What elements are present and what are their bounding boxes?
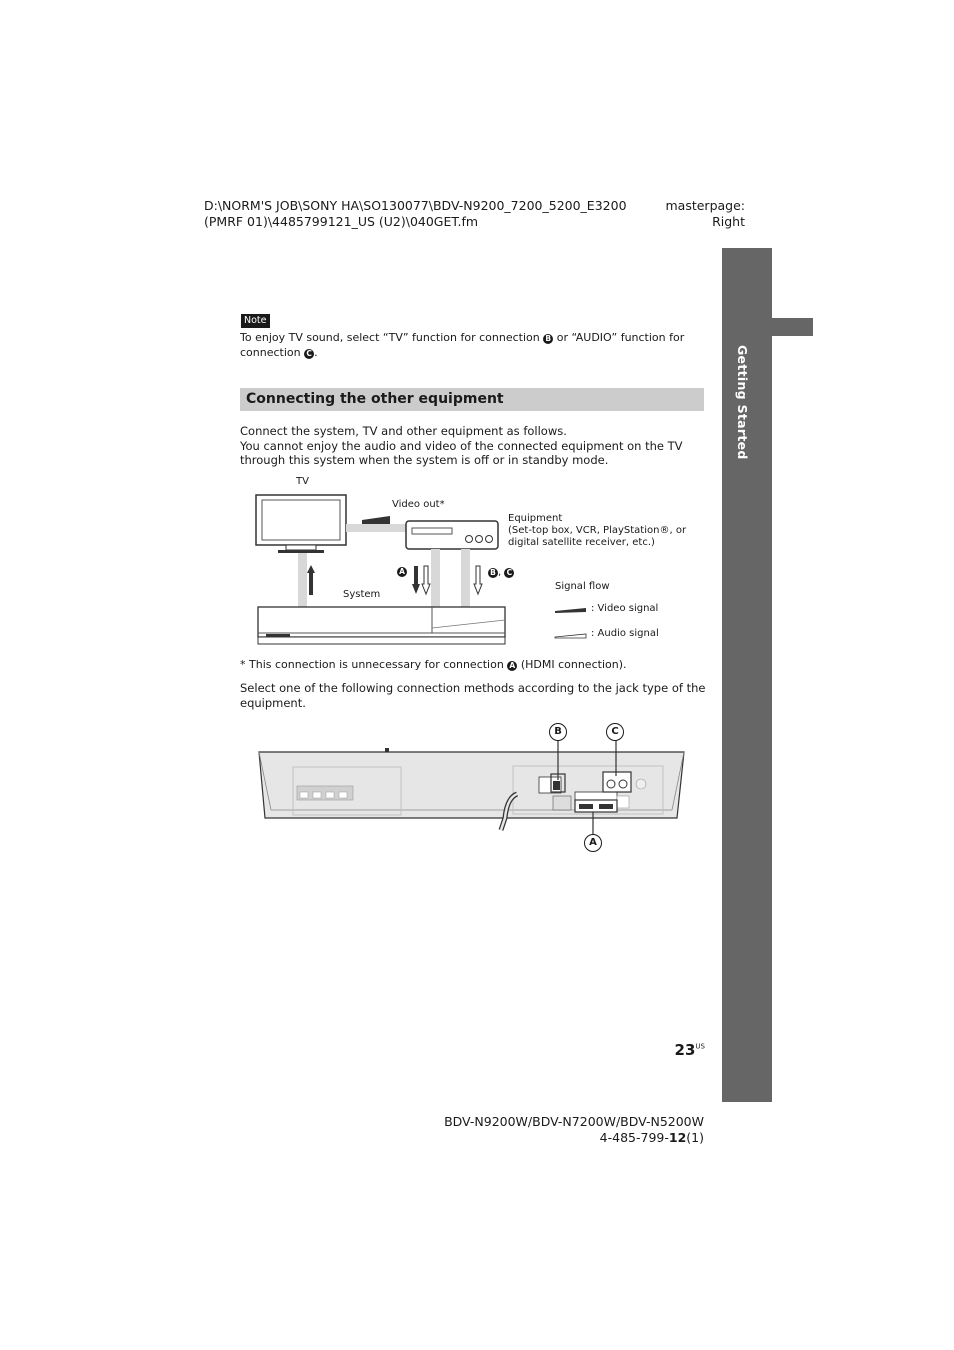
rear-panel-icon [259, 748, 684, 818]
system-unit-icon [258, 607, 505, 644]
footer [380, 1114, 704, 1146]
file-path-line2: (PMRF 01)\4485799121_US (U2)\040GET.fm [204, 214, 479, 229]
footer-code-prefix: 4-485-799- [599, 1130, 669, 1145]
audio-signal-label: : Audio signal [591, 628, 659, 639]
footer-models: BDV-N9200W/BDV-N7200W/BDV-N5200W [444, 1114, 704, 1129]
tv-icon [256, 495, 346, 553]
equipment-detail1: (Set-top box, VCR, PlayStation®, or [508, 525, 687, 536]
equipment-detail2: digital satellite receiver, etc.) [508, 537, 655, 548]
equipment-icon [406, 521, 498, 549]
marker-a-icon: A [584, 834, 602, 852]
note-text-part4: . [314, 345, 318, 359]
marker-b-icon: B [543, 334, 553, 344]
masterpage-line2: Right [712, 214, 745, 229]
tv-label: TV [296, 476, 309, 487]
side-tab-marker [772, 318, 813, 336]
marker-a-icon: A [397, 567, 407, 577]
footnote-part1: * This connection is unnecessary for connection [240, 658, 508, 671]
marker-c-icon: C [606, 723, 624, 741]
marker-bc-group [488, 567, 514, 579]
page-number-suffix: US [695, 1042, 705, 1051]
footer-code-suffix: (1) [686, 1130, 704, 1145]
note-text-part2: or “AUDIO” function for [553, 331, 685, 344]
marker-a-icon: A [507, 661, 517, 671]
footnote [240, 658, 627, 673]
equipment-title: Equipment [508, 513, 563, 524]
side-tab-label: Getting Started [735, 345, 750, 460]
arrow-down-solid-icon [412, 566, 420, 594]
instruction-line2: equipment. [240, 695, 306, 710]
file-path [204, 198, 627, 230]
note-text-part1: To enjoy TV sound, select “TV” function for connection [240, 331, 544, 344]
video-out-arrow [362, 516, 390, 524]
arrow-up-icon [307, 565, 315, 595]
marker-c-icon: C [504, 568, 514, 578]
video-out-label: Video out* [392, 499, 445, 510]
note-badge: Note [241, 314, 270, 328]
video-signal-legend-icon [555, 608, 586, 613]
signal-flow-label: Signal flow [555, 581, 610, 592]
page-number [660, 1040, 705, 1059]
audio-signal-legend-icon [555, 634, 586, 638]
masterpage-info [640, 198, 745, 230]
arrow-down-outline-icon [422, 566, 430, 594]
comma: , [498, 567, 502, 578]
system-label: System [343, 589, 381, 600]
note-text [240, 331, 710, 360]
marker-b-icon: B [488, 568, 498, 578]
note-text-part3: connection [240, 345, 305, 359]
footer-code-bold: 12 [668, 1130, 687, 1145]
instruction-text [240, 681, 710, 710]
para-line1: Connect the system, TV and other equipment as follows. [240, 424, 567, 438]
instruction-line1: Select one of the following connection methods according to the jack type of the [240, 681, 706, 695]
arrow-down-outline-icon-2 [474, 566, 482, 594]
equipment-label [508, 513, 708, 549]
section-paragraph [240, 424, 710, 468]
footnote-part2: (HDMI connection). [517, 658, 627, 671]
page-number-value: 23 [674, 1041, 696, 1059]
para-line2: You cannot enjoy the audio and video of the connected equipment on the TV [240, 438, 683, 453]
masterpage-line1: masterpage: [665, 198, 745, 213]
para-line3: through this system when the system is off or in standby mode. [240, 453, 609, 467]
marker-c-icon: C [304, 349, 314, 359]
file-path-line1: D:\NORM'S JOB\SONY HA\SO130077\BDV-N9200_7200_5200_E3200 [204, 198, 627, 213]
video-signal-label: : Video signal [591, 603, 659, 614]
section-title: Connecting the other equipment [246, 391, 504, 407]
footer-code [380, 1130, 704, 1146]
marker-b-icon: B [549, 723, 567, 741]
rear-panel-diagram [255, 718, 690, 860]
